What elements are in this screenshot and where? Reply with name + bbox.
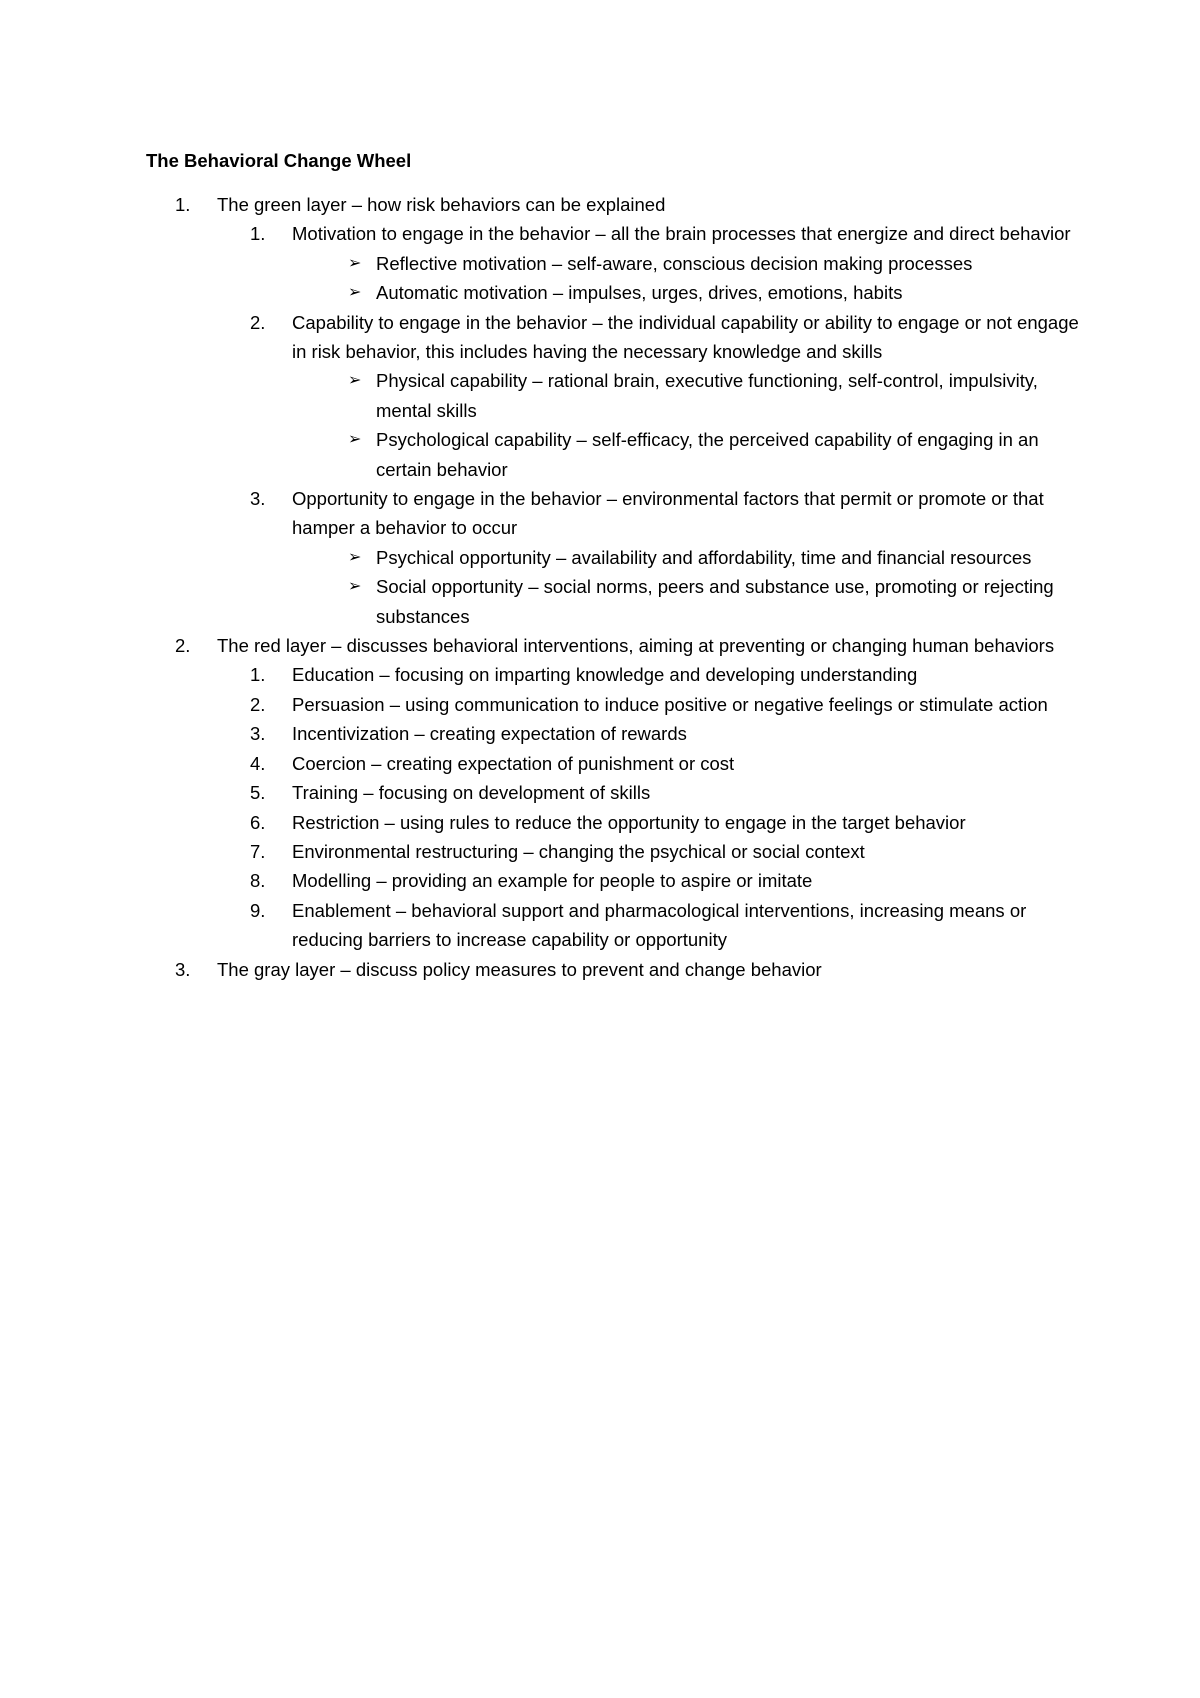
bullet-text: Automatic motivation – impulses, urges, drives, emotions, habits — [376, 282, 903, 304]
layer-text: The red layer – discusses behavioral interventions, aiming at preventing or changing human behaviors — [217, 635, 1055, 657]
list-number: 6. — [250, 811, 266, 833]
item-text: Enablement – behavioral support and pharmacological interventions, increasing means or reducing barriers to increase capability or opportunity — [292, 899, 1027, 951]
bullet-text: Psychical opportunity – availability and affordability, time and financial resources — [376, 546, 1032, 568]
arrowhead-bullet-icon: ➢ — [348, 284, 362, 302]
list-number: 9. — [250, 899, 266, 921]
list-item — [217, 660, 1086, 689]
bullet-item — [292, 543, 1086, 572]
list-number: 2. — [250, 311, 266, 333]
document-body — [146, 146, 1086, 984]
list-item — [217, 749, 1086, 778]
item-text: Environmental restructuring – changing the psychical or social context — [292, 840, 865, 862]
item-text: Restriction – using rules to reduce the opportunity to engage in the target behavior — [292, 811, 966, 833]
list-item — [217, 308, 1086, 484]
item-text: Training – focusing on development of skills — [292, 782, 651, 804]
bullet-text: Social opportunity – social norms, peers and substance use, promoting or rejecting substances — [376, 576, 1054, 627]
bullet-item — [292, 572, 1086, 631]
bullet-item — [292, 366, 1086, 425]
list-item — [217, 866, 1086, 895]
layer-item-red — [146, 631, 1086, 954]
list-number: 8. — [250, 870, 266, 892]
list-item — [217, 690, 1086, 719]
item-text: Capability to engage in the behavior – the individual capability or ability to engage or not engage in risk behavior, this includes having the necessary knowledge and skills — [292, 311, 1079, 363]
item-text: Incentivization – creating expectation of rewards — [292, 723, 687, 745]
list-number: 1. — [250, 664, 266, 686]
layer-text: The gray layer – discuss policy measures to prevent and change behavior — [217, 958, 822, 980]
bullet-text: Physical capability – rational brain, executive functioning, self-control, impulsivity, mental skills — [376, 370, 1038, 421]
list-number: 7. — [250, 840, 266, 862]
arrowhead-bullet-icon: ➢ — [348, 254, 362, 272]
item-text: Modelling – providing an example for people to aspire or imitate — [292, 870, 813, 892]
layer-item-gray — [146, 955, 1086, 984]
list-item — [217, 778, 1086, 807]
bullet-item — [292, 249, 1086, 278]
bullet-list — [292, 249, 1086, 308]
list-item — [217, 219, 1086, 307]
document-title: The Behavioral Change Wheel — [146, 150, 412, 171]
item-text: Motivation to engage in the behavior – all the brain processes that energize and direct behavior — [292, 223, 1071, 245]
arrowhead-bullet-icon: ➢ — [348, 431, 362, 449]
list-item — [217, 896, 1086, 955]
list-number: 2. — [250, 693, 266, 715]
bullet-list — [292, 543, 1086, 631]
arrowhead-bullet-icon: ➢ — [348, 372, 362, 390]
layer-list — [146, 190, 1086, 984]
bullet-list — [292, 366, 1086, 484]
bullet-item — [292, 425, 1086, 484]
list-number: 3. — [250, 488, 266, 510]
layer-item-green — [146, 190, 1086, 631]
item-text: Education – focusing on imparting knowledge and developing understanding — [292, 664, 918, 686]
bullet-text: Reflective motivation – self-aware, conscious decision making processes — [376, 252, 973, 274]
list-item — [217, 808, 1086, 837]
sublist — [217, 219, 1086, 631]
list-item — [217, 719, 1086, 748]
item-text: Opportunity to engage in the behavior – environmental factors that permit or promote or that hamper a behavior to occur — [292, 488, 1044, 539]
list-item — [217, 484, 1086, 631]
list-item — [217, 837, 1086, 866]
list-number: 1. — [175, 193, 191, 215]
list-number: 1. — [250, 223, 266, 245]
item-text: Coercion – creating expectation of punishment or cost — [292, 752, 735, 774]
bullet-text: Psychological capability – self-efficacy, the perceived capability of engaging in an certain behavior — [376, 429, 1039, 480]
bullet-item — [292, 278, 1086, 307]
list-number: 4. — [250, 752, 266, 774]
arrowhead-bullet-icon: ➢ — [348, 548, 362, 566]
list-number: 3. — [175, 958, 191, 980]
list-number: 3. — [250, 723, 266, 745]
list-number: 5. — [250, 782, 266, 804]
layer-text: The green layer – how risk behaviors can be explained — [217, 193, 666, 215]
list-number: 2. — [175, 635, 191, 657]
sublist — [217, 660, 1086, 954]
item-text: Persuasion – using communication to induce positive or negative feelings or stimulate action — [292, 693, 1048, 715]
arrowhead-bullet-icon: ➢ — [348, 578, 362, 596]
